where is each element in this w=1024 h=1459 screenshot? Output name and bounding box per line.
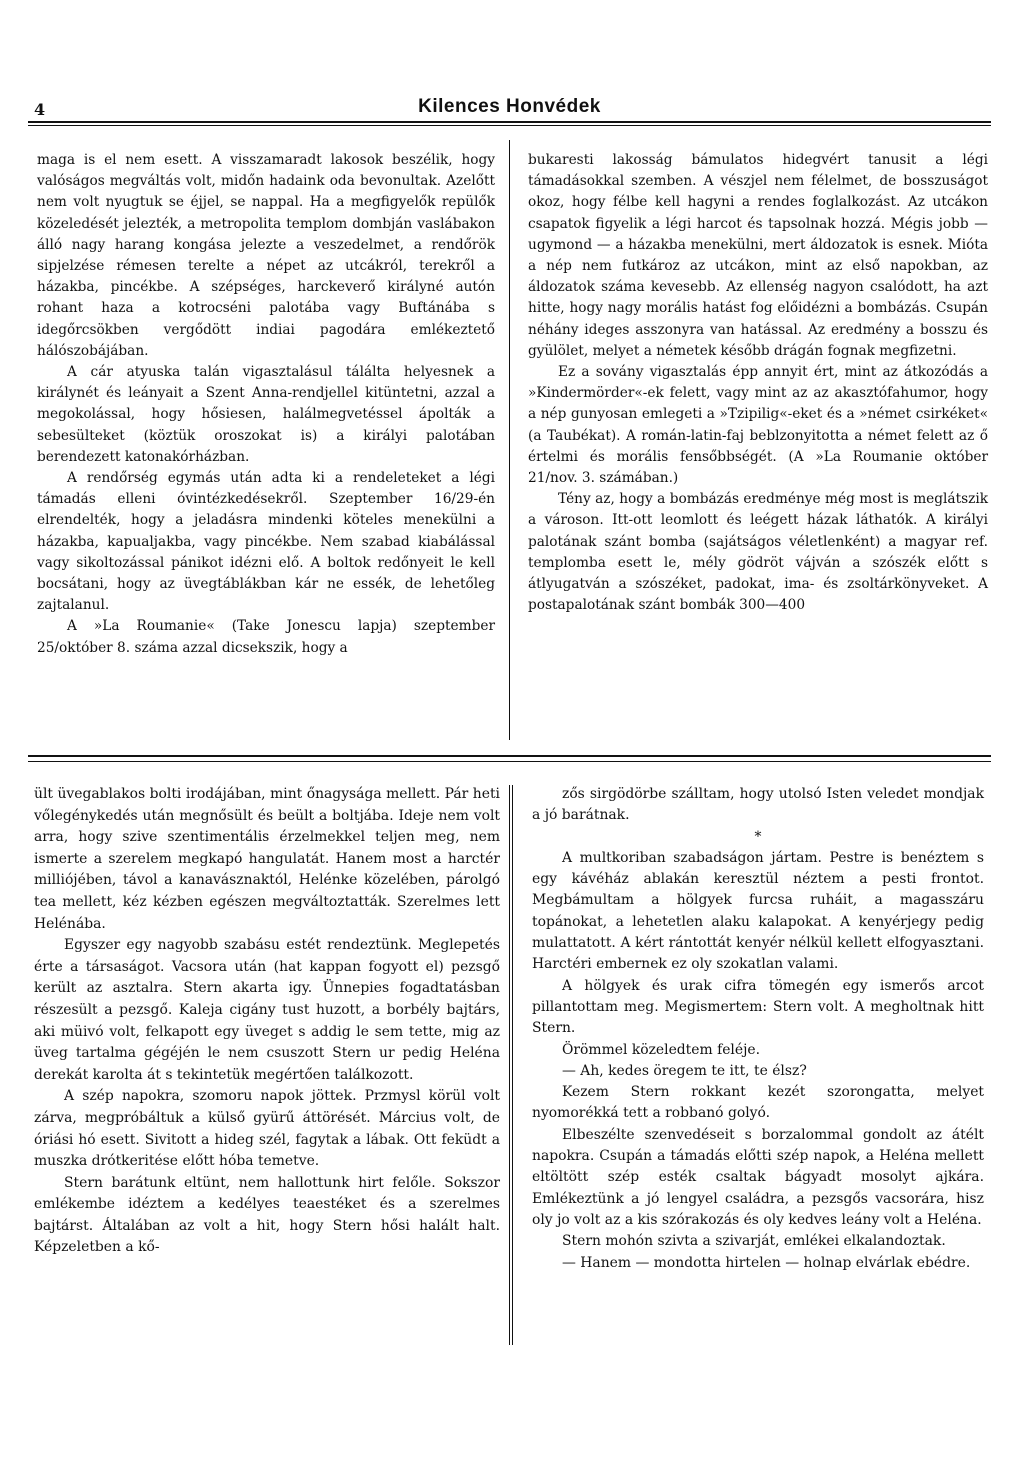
paragraph: A multkoriban szabadságon jártam. Pestre is benéztem s egy kávéház ablakán keresztül néztem a pesti frontot. Megbámultam a hölgyek furcsa ruháit, a magasszáru topánokat, a lehetetlen alaku kalapokat. A kenyérjegy pedig mulattatott. A kért rántottát kenyér nélkül kellett elfogyasztani. Harctéri embernek ez oly szokatlan valami. [532,849,984,973]
paragraph: Egyszer egy nagyobb szabásu estét rendeztünk. Meglepetés érte a társaságot. Vacsora után (hat kappan fogyott el) pezsgő került az asztalra. Stern akarta igy. Ünnepies fogadtatásban részesült a pezsgő. Kaleja cigány tust huzott, a borbély bajtárs, aki müivó volt, felkapott egy üveget s addig le sem tette, mig az üveg tartalma gégéjén le nem csuszott Stern ur pedig Heléna derekát karolta át s tekintetük megértően találkozott. [34,937,500,1083]
column-divider-lower-2 [512,785,513,1345]
paragraph: ült üvegablakos bolti irodájában, mint őnagysága mellett. Pár heti vőlegénykedés után megnősült és beült a boltjába. Ideje nem volt arra, hogy szive szentimentális érzelmekkel teljen meg, nem ismerte a szerelem megkapó hangulatát. Hanem most a harctér milliójében, távol a kanavásznaktól, Helénke közelében, párolgó tea mellett, kéz kézben egészen megváltoztatták. Szerelmes lett Helénába. [34,786,500,932]
column-divider-lower-1 [509,785,510,1345]
paragraph: A cár atyuska talán vigasztalásul tálálta helyesnek a királynét és leányait a Szent Anna-rendjellel kitüntetni, azzal a megokolással, hogy hősiesen, halálmegvetéssel ápolták a sebesülteket (köztük oroszokat is) a királyi palotában berendezett katonakórházban. [37,364,495,465]
header-rule-top [28,121,991,123]
paragraph: bukaresti lakosság bámulatos hidegvért tanusit a légi támadásokkal szemben. A vészjel nem félelmet, de bosszuságot okoz, hogy félbe kell hagyni a rendes foglalkozást. Az utcákon csapatok figyelik a légi harcot és tapsolnak hozzá. Mégis jobb — ugymond — a házakba menekülni, mert áldozatok is esnek. Mióta a nép nem futkároz az utcákon, mint az első napokban, az áldozatok száma kevesebb. Az ellenség nagyon csalódott, ha azt hitte, hogy nagy morális hatást fog előidézni a bombázás. Csupán néhány ideges asszonyra van hatással. Az eredmény a bosszu és gyülölet, melyet a németek később drágán fognak megfizetni. [528,152,988,359]
section-rule-1 [28,755,991,757]
page-number: 4 [34,100,46,119]
lower-left-column [34,784,500,1259]
paragraph: Örömmel közeledtem feléje. [562,1041,761,1058]
page-header [28,96,991,122]
paragraph: Elbeszélte szenvedéseit s borzalommal gondolt az átélt napokra. Csupán a támadás előtti szép napok, a Heléna mellett eltöltött szép esték csaltak bágyadt mosolyt ajkára. Emlékeztünk a jó lengyel családra, a pezsgős vacsorára, hisz oly jo volt az a kis szórakozás és oly kedves leány volt a Heléna. [532,1126,984,1228]
upper-right-column [528,150,988,616]
paragraph: A rendőrség egymás után adta ki a rendeleteket a légi támadás elleni óvintézkedésekről. Szeptember 16/29-én elrendelték, hogy a jeladásra mindenki köteles menekülni a házakba, kapualjakba, vagy pincékbe. Nem szabad kiabálással vagy sikoltozással pánikot idézni elő. A boltok redőnyeit le kell bocsátani, hogy az üvegtáblákban kár ne essék, de lehetőleg zajtalanul. [37,470,495,614]
paragraph: maga is el nem esett. A visszamaradt lakosok beszélik, hogy valóságos megváltás volt, midőn hadaink oda bevonultak. Azelőtt nem volt nyugtuk se éjjel, se nappal. Ha a megfigyelők repülők közeledését jelezték, a metropolita templom dombján vaslábakon álló nagy harang kongása jelezte a veszedelmet, a rendőrök sipjelzése rémesen terelte a népet az utcákról, terekről a házakba, pincékbe. A szépséges, harckeverő királyné autón rohant haza a kotrocséni palotába vagy Buftánába s idegőrcsökben vergődött indiai pagodára emlékeztető hálószobájában. [37,152,495,359]
paragraph: A »La Roumanie« (Take Jonescu lapja) szeptember 25/október 8. száma azzal dicsekszik, hogy a [37,618,495,656]
section-separator: * [754,828,762,845]
journal-title: Kilences Honvédek [418,96,601,117]
paragraph: A hölgyek és urak cifra tömegén egy ismerős arcot pillantottam meg. Megismertem: Stern volt. A megholtnak hitt Stern. [532,977,984,1037]
upper-left-column [37,150,495,659]
section-rule-2 [28,761,991,762]
paragraph: Stern mohón szivta a szivarját, emlékei elkalandoztak. [562,1233,946,1250]
paragraph: Stern barátunk eltünt, nem hallottunk hirt felőle. Sokszor emlékembe idéztem a kedélyes teaestéket és a szerelmes bajtárst. Általában az volt a hit, hogy Stern hősi halált halt. Képzeletben a kő- [34,1174,500,1256]
header-rule-bottom [28,125,991,126]
lower-right-column [532,784,984,1274]
paragraph: Kezem Stern rokkant kezét szorongatta, melyet nyomorékká tett a robbanó golyó. [532,1084,984,1122]
paragraph: Ez a sovány vigasztalás épp annyit ért, mint az átkozódás a »Kindermörder«-ek felett, vagy mint az az akasztófahumor, hogy a nép gunyosan emlegeti a »Tzipilig«-eket és a »német csirkéket« (a Taubékat). A román-latin-faj beblzonyitotta a német felett az ő értelmi és morális fensőbbségét. (A »La Roumanie október 21/nov. 3. számában.) [528,364,988,487]
paragraph: zős sirgödörbe szálltam, hogy utolsó Isten veledet mondjak a jó barátnak. [532,786,984,824]
paragraph: A szép napokra, szomoru napok jöttek. Przmysl körül volt zárva, megpróbáltuk a külső gyürű áttörését. Március volt, de óriási hó esett. Sivitott a hideg szél, fagytak a lábak. Ott feküdt a muszka drótkeritése előtt hóba temetve. [34,1088,500,1170]
paragraph: — Hanem — mondotta hirtelen — holnap elvárlak ebédre. [562,1254,971,1271]
paragraph: — Ah, kedes öregem te itt, te élsz? [562,1062,807,1079]
paragraph: Tény az, hogy a bombázás eredménye még most is meglátszik a városon. Itt-ott leomlott és leégett házak láthatók. A királyi palotának szánt bomba (sajátságos véletlenként) a magyar ref. templomba esett le, mély gödröt vájván a szószék előtt s átlyugatván a szószéket, padokat, ima- és zsoltárkönyveket. A postapalotának szánt bombák 300—400 [528,491,988,614]
column-divider-upper [509,140,510,740]
